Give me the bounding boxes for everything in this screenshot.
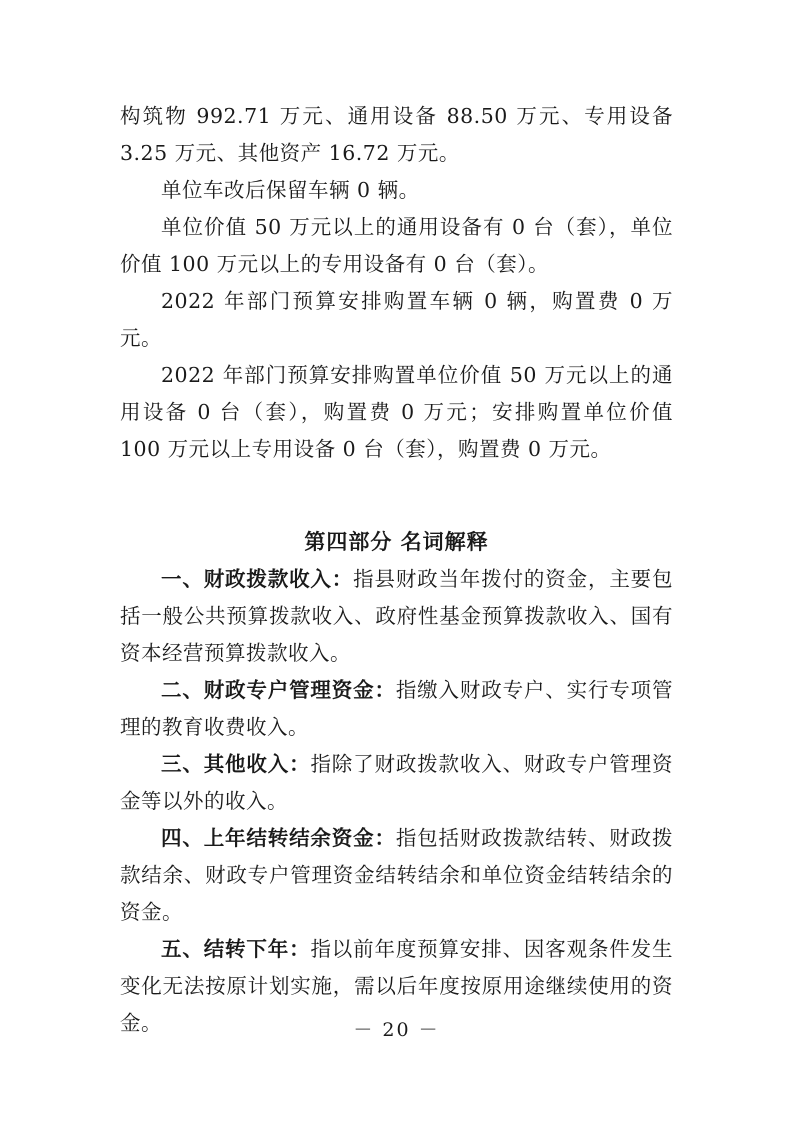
term-definition: 指县财政当年拨付的资金，主要包括一般公共预算拨款收入、政府性基金预算拨款收入、国有资本经营预算拨款收入。 [120,567,674,665]
term-item [120,820,673,931]
page-number: － 20 － [353,1019,440,1041]
term-label: 五、结转下年： [161,937,311,961]
assets-continuation: 构筑物 992.71 万元、通用设备 88.50 万元、专用设备 3.25 万元、其他资产 16.72 万元。 [120,104,673,165]
term-definition: 指除了财政拨款收入、财政专户管理资金等以外的收入。 [120,752,674,813]
term-definition: 指缴入财政专户、实行专项管理的教育收费收入。 [120,678,674,739]
term-definition: 指以前年度预算安排、因客观条件发生变化无法按原计划实施，需以后年度按原用途继续使用的资金。 [120,937,674,1035]
term-label: 二、财政专户管理资金： [161,678,396,702]
term-item [120,561,673,672]
document-body [120,98,673,1042]
term-label: 四、上年结转结余资金： [161,826,396,850]
section-title: 第四部分 名词解释 [304,530,489,554]
term-label: 三、其他收入： [161,752,311,776]
budget-equipment: 2022 年部门预算安排购置单位价值 50 万元以上的通用设备 0 台（套），购置费 0 万元；安排购置单位价值 100 万元以上专用设备 0 台（套），购置费 0 万元。 [120,363,673,461]
term-label: 一、财政拨款收入： [161,567,354,591]
term-item [120,672,673,746]
vehicles-retained: 单位车改后保留车辆 0 辆。 [161,178,420,202]
term-definition: 指包括财政拨款结转、财政拨款结余、财政专户管理资金结转结余和单位资金结转结余的资金。 [120,826,674,924]
term-item [120,746,673,820]
equipment-count: 单位价值 50 万元以上的通用设备有 0 台（套），单位价值 100 万元以上的专用设备有 0 台（套）。 [120,215,673,276]
budget-vehicles: 2022 年部门预算安排购置车辆 0 辆，购置费 0 万元。 [120,289,673,350]
